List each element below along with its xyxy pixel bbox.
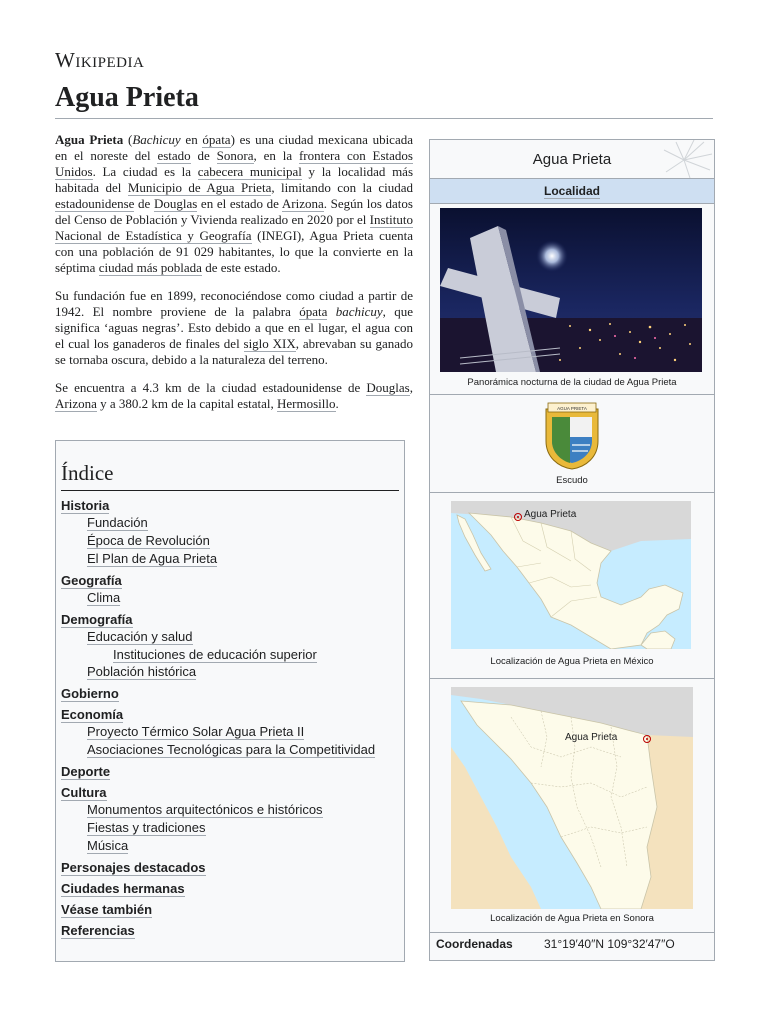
toc-section[interactable]	[61, 880, 404, 897]
shield-caption: Escudo	[556, 475, 588, 486]
fireworks-decoration-icon	[624, 140, 714, 178]
paragraph-text: de este estado.	[201, 260, 281, 275]
article-link[interactable]: Douglas	[366, 380, 410, 395]
article-link[interactable]: Instituto Nacional de Estadística y Geografía	[55, 212, 413, 243]
paragraph-text: ) es una ciudad mexicana ubicada en el noreste del	[55, 132, 413, 163]
paragraph-text: de	[190, 148, 217, 163]
toc-subsection[interactable]	[87, 837, 404, 855]
toc-subsubsection[interactable]	[113, 646, 404, 663]
infobox	[429, 139, 715, 961]
map1-city-label: Agua Prieta	[524, 509, 577, 520]
toc-section-link[interactable]: Cultura	[61, 785, 107, 800]
toc-subsection-link[interactable]: El Plan de Agua Prieta	[87, 551, 218, 566]
toc-section-link[interactable]: Geografía	[61, 573, 122, 588]
paragraph-text	[327, 304, 335, 319]
article-link[interactable]: siglo XIX	[243, 336, 296, 351]
coat-of-arms-icon[interactable]	[542, 401, 602, 471]
toc-section-link[interactable]: Demografía	[61, 612, 133, 627]
toc-section[interactable]	[61, 901, 404, 918]
toc-section-link[interactable]: Gobierno	[61, 686, 119, 701]
paragraph-text: (INEGI), Agua Prieta cuenta con una población de 91 029 habitantes, lo que la convierte en la séptima	[55, 228, 413, 275]
toc-section-link[interactable]: Véase también	[61, 902, 153, 917]
paragraph-text: ,	[409, 380, 413, 395]
article-link[interactable]: ópata	[202, 132, 231, 147]
photo-row	[430, 203, 714, 394]
toc-subsection-link[interactable]: Fundación	[87, 515, 148, 530]
toc-subsubsection-link[interactable]: Instituciones de educación superior	[113, 647, 317, 662]
shield-text: AGUA PRIETA	[557, 406, 587, 411]
toc-subsection[interactable]	[87, 532, 404, 550]
coordinates-row	[430, 932, 714, 957]
paragraph-text: en	[180, 132, 203, 147]
toc-subsection-link[interactable]: Época de Revolución	[87, 533, 210, 548]
bold-term: Agua Prieta	[55, 132, 124, 147]
map-sonora-caption: Localización de Agua Prieta en Sonora	[490, 913, 654, 924]
article-link[interactable]: frontera con Estados Unidos	[55, 148, 413, 179]
toc-section-link[interactable]: Referencias	[61, 923, 135, 938]
paragraph-text: en el estado de	[197, 196, 282, 211]
article-link[interactable]: ópata	[299, 304, 328, 319]
article-link[interactable]: Arizona	[55, 396, 97, 411]
toc-section[interactable]	[61, 611, 404, 628]
article-link[interactable]: ciudad más poblada	[98, 260, 202, 275]
article-link[interactable]: Arizona	[281, 196, 324, 211]
paragraph-text: .	[335, 396, 339, 411]
toc-subsection[interactable]	[87, 550, 404, 568]
toc-subsection[interactable]	[87, 628, 404, 646]
toc-section-link[interactable]: Deporte	[61, 764, 111, 779]
paragraph-text: , que significa ‘aguas negras’. Esto debido a que en el lugar, el agua con el cual los ganaderos de finales del	[55, 304, 413, 351]
article-link[interactable]: Douglas	[153, 196, 198, 211]
toc-subsection-link[interactable]: Población histórica	[87, 664, 197, 679]
paragraph-text: , en la	[253, 148, 299, 163]
paragraph-text: (	[123, 132, 133, 147]
article-link[interactable]: Hermosillo	[277, 396, 336, 411]
toc-subsection-link[interactable]: Monumentos arquitectónicos e históricos	[87, 802, 323, 817]
article-link[interactable]: cabecera municipal	[197, 164, 302, 179]
intro-paragraph-1	[55, 132, 413, 276]
infobox-subtitle[interactable]	[430, 178, 714, 203]
toc-section[interactable]	[61, 685, 404, 702]
italic-term: bachicuy	[335, 304, 383, 319]
toc-section-link[interactable]: Personajes destacados	[61, 860, 206, 875]
toc-subsection[interactable]	[87, 723, 404, 741]
toc-subsection-link[interactable]: Clima	[87, 590, 121, 605]
toc-section[interactable]	[61, 706, 404, 723]
toc-section[interactable]	[61, 859, 404, 876]
toc-subsection[interactable]	[87, 801, 404, 819]
article-link[interactable]: estado	[157, 148, 191, 163]
article-body	[55, 132, 413, 424]
paragraph-text: Su fundación fue en 1899, reconociéndose como ciudad a partir de 1942. El nombre proviene de la palabra	[55, 288, 413, 319]
paragraph-text: de	[134, 196, 154, 211]
toc-subsection-link[interactable]: Fiestas y tradiciones	[87, 820, 206, 835]
wikipedia-logo[interactable]: Wikipedia	[55, 48, 145, 72]
toc-section-link[interactable]: Ciudades hermanas	[61, 881, 185, 896]
article-link[interactable]: estadounidense	[55, 196, 135, 211]
infobox-title: Agua Prieta	[532, 150, 612, 168]
toc-subsection-link[interactable]: Música	[87, 838, 129, 853]
page-title: Agua Prieta	[55, 82, 199, 113]
map-mexico-row	[430, 492, 714, 678]
photo-caption: Panorámica nocturna de la ciudad de Agua Prieta	[467, 377, 677, 388]
paragraph-text: y la localidad más habitada del	[55, 164, 414, 195]
toc-section[interactable]	[61, 497, 404, 514]
toc-subsection[interactable]	[87, 741, 404, 759]
title-divider	[55, 118, 713, 119]
toc-section[interactable]	[61, 763, 404, 780]
toc-section[interactable]	[61, 572, 404, 589]
paragraph-text: y a 380.2 km de la capital estatal,	[96, 396, 278, 411]
intro-paragraph-2	[55, 288, 413, 368]
toc-section-link[interactable]: Economía	[61, 707, 124, 722]
table-of-contents	[55, 440, 405, 962]
mexico-location-map[interactable]	[451, 501, 691, 649]
coordinates-label: Coordenadas	[436, 937, 513, 951]
toc-subsection[interactable]	[87, 819, 404, 837]
map-sonora-row	[430, 678, 714, 935]
shield-row	[430, 394, 714, 492]
map2-city-label: Agua Prieta	[565, 732, 618, 743]
toc-subsection[interactable]	[87, 589, 404, 607]
intro-paragraph-3	[55, 380, 413, 412]
paragraph-text: . La ciudad es la	[92, 164, 198, 179]
map-mexico-caption: Localización de Agua Prieta en México	[490, 656, 654, 667]
toc-title: Índice	[61, 461, 399, 491]
toc-list	[56, 497, 404, 939]
sonora-location-map[interactable]	[451, 687, 693, 909]
paragraph-text: , limitando con la ciudad	[271, 180, 413, 195]
paragraph-text: . Según los datos del Censo de Población y Vivienda realizado en 2020 por el	[55, 196, 413, 227]
toc-subsection-link[interactable]: Educación y salud	[87, 629, 193, 644]
italic-term: Bachicuy	[132, 132, 181, 147]
toc-section[interactable]	[61, 784, 404, 801]
localidad-link[interactable]: Localidad	[543, 183, 600, 198]
infobox-header	[430, 140, 714, 178]
coordinates-value-link[interactable]: 31°19′40″N 109°32′47″O	[544, 937, 675, 951]
toc-subsection-link[interactable]: Asociaciones Tecnológicas para la Competitividad	[87, 742, 376, 757]
paragraph-text: , abrevaban su ganado se tornaba oscura, debido a la naturaleza del terreno.	[55, 336, 413, 367]
night-panorama-photo[interactable]	[440, 208, 702, 372]
toc-subsection[interactable]	[87, 663, 404, 681]
article-link[interactable]: Sonora	[216, 148, 254, 163]
toc-section-link[interactable]: Historia	[61, 498, 110, 513]
toc-subsection[interactable]	[87, 514, 404, 532]
article-link[interactable]: Municipio de Agua Prieta	[127, 180, 272, 195]
toc-section[interactable]	[61, 922, 404, 939]
toc-subsection-link[interactable]: Proyecto Térmico Solar Agua Prieta II	[87, 724, 305, 739]
paragraph-text: Se encuentra a 4.3 km de la ciudad estadounidense de	[55, 380, 367, 395]
